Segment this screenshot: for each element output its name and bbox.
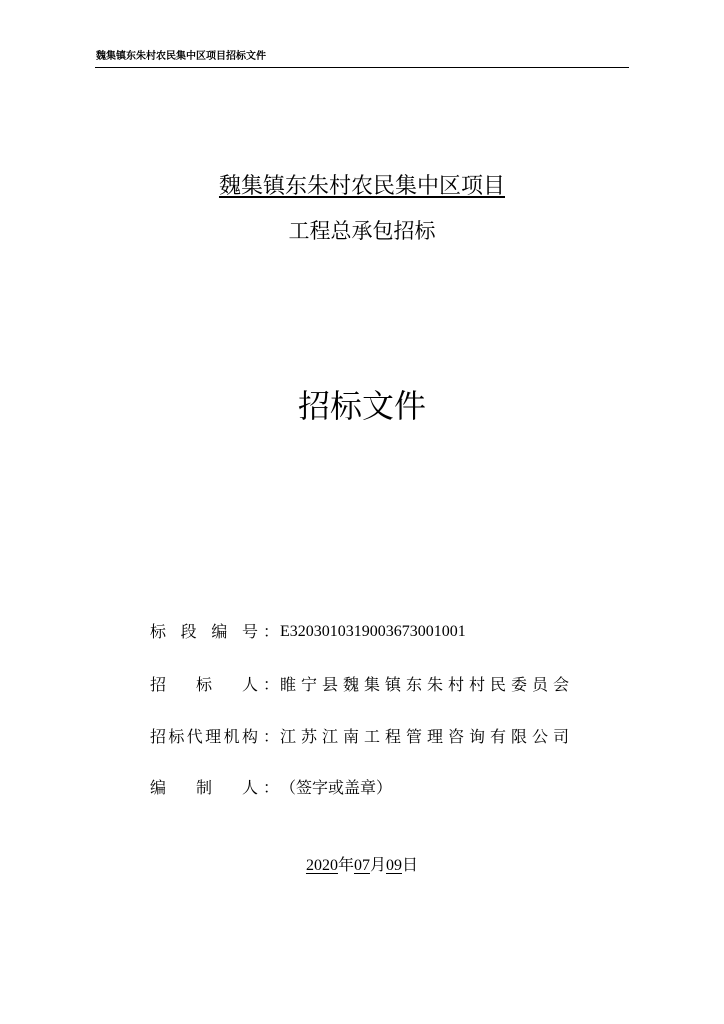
info-label xyxy=(150,776,258,800)
project-subtitle: 工程总承包招标 xyxy=(288,219,436,243)
label-char: 编 xyxy=(150,778,167,797)
date-day: 09 xyxy=(386,857,402,874)
info-label xyxy=(150,673,258,697)
info-colon: ： xyxy=(263,622,280,641)
info-label xyxy=(150,725,258,749)
label-char: 理 xyxy=(205,727,222,746)
tenderer-value: 睢宁县魏集镇东朱村村民委员会 xyxy=(280,675,575,694)
info-colon: ： xyxy=(263,778,280,797)
date-month: 07 xyxy=(353,857,370,874)
project-title xyxy=(0,172,724,202)
label-char: 招 xyxy=(150,675,167,694)
document-date xyxy=(0,853,724,878)
info-colon: ： xyxy=(263,675,280,694)
date-day-unit: 日 xyxy=(402,855,419,874)
label-char: 标 xyxy=(168,727,185,746)
label-char: 段 xyxy=(180,622,197,641)
section-number-value: E3203010319003673001001 xyxy=(280,623,466,640)
label-char: 代 xyxy=(186,727,203,746)
label-char: 号 xyxy=(241,622,258,641)
label-char: 机 xyxy=(223,727,240,746)
date-month-unit: 月 xyxy=(369,855,386,874)
document-title: 招标文件 xyxy=(297,387,426,425)
label-char: 标 xyxy=(150,622,167,641)
agency-value: 江苏江南工程管理咨询有限公司 xyxy=(280,727,575,746)
label-char: 标 xyxy=(195,675,212,694)
label-char: 人 xyxy=(241,675,258,694)
info-colon: ： xyxy=(263,727,280,746)
header-divider xyxy=(95,67,629,68)
project-title-text: 魏集镇东朱村农民集中区项目 xyxy=(218,174,505,199)
label-char: 制 xyxy=(195,778,212,797)
label-char: 人 xyxy=(241,778,258,797)
label-char: 招 xyxy=(150,727,167,746)
compiler-value: （签字或盖章） xyxy=(280,778,393,797)
info-label xyxy=(150,620,258,644)
running-header: 魏集镇东朱村农民集中区项目招标文件 xyxy=(96,51,266,62)
label-char: 构 xyxy=(241,727,258,746)
label-char: 编 xyxy=(211,622,228,641)
date-year-unit: 年 xyxy=(337,855,354,874)
date-year: 2020 xyxy=(305,857,338,874)
